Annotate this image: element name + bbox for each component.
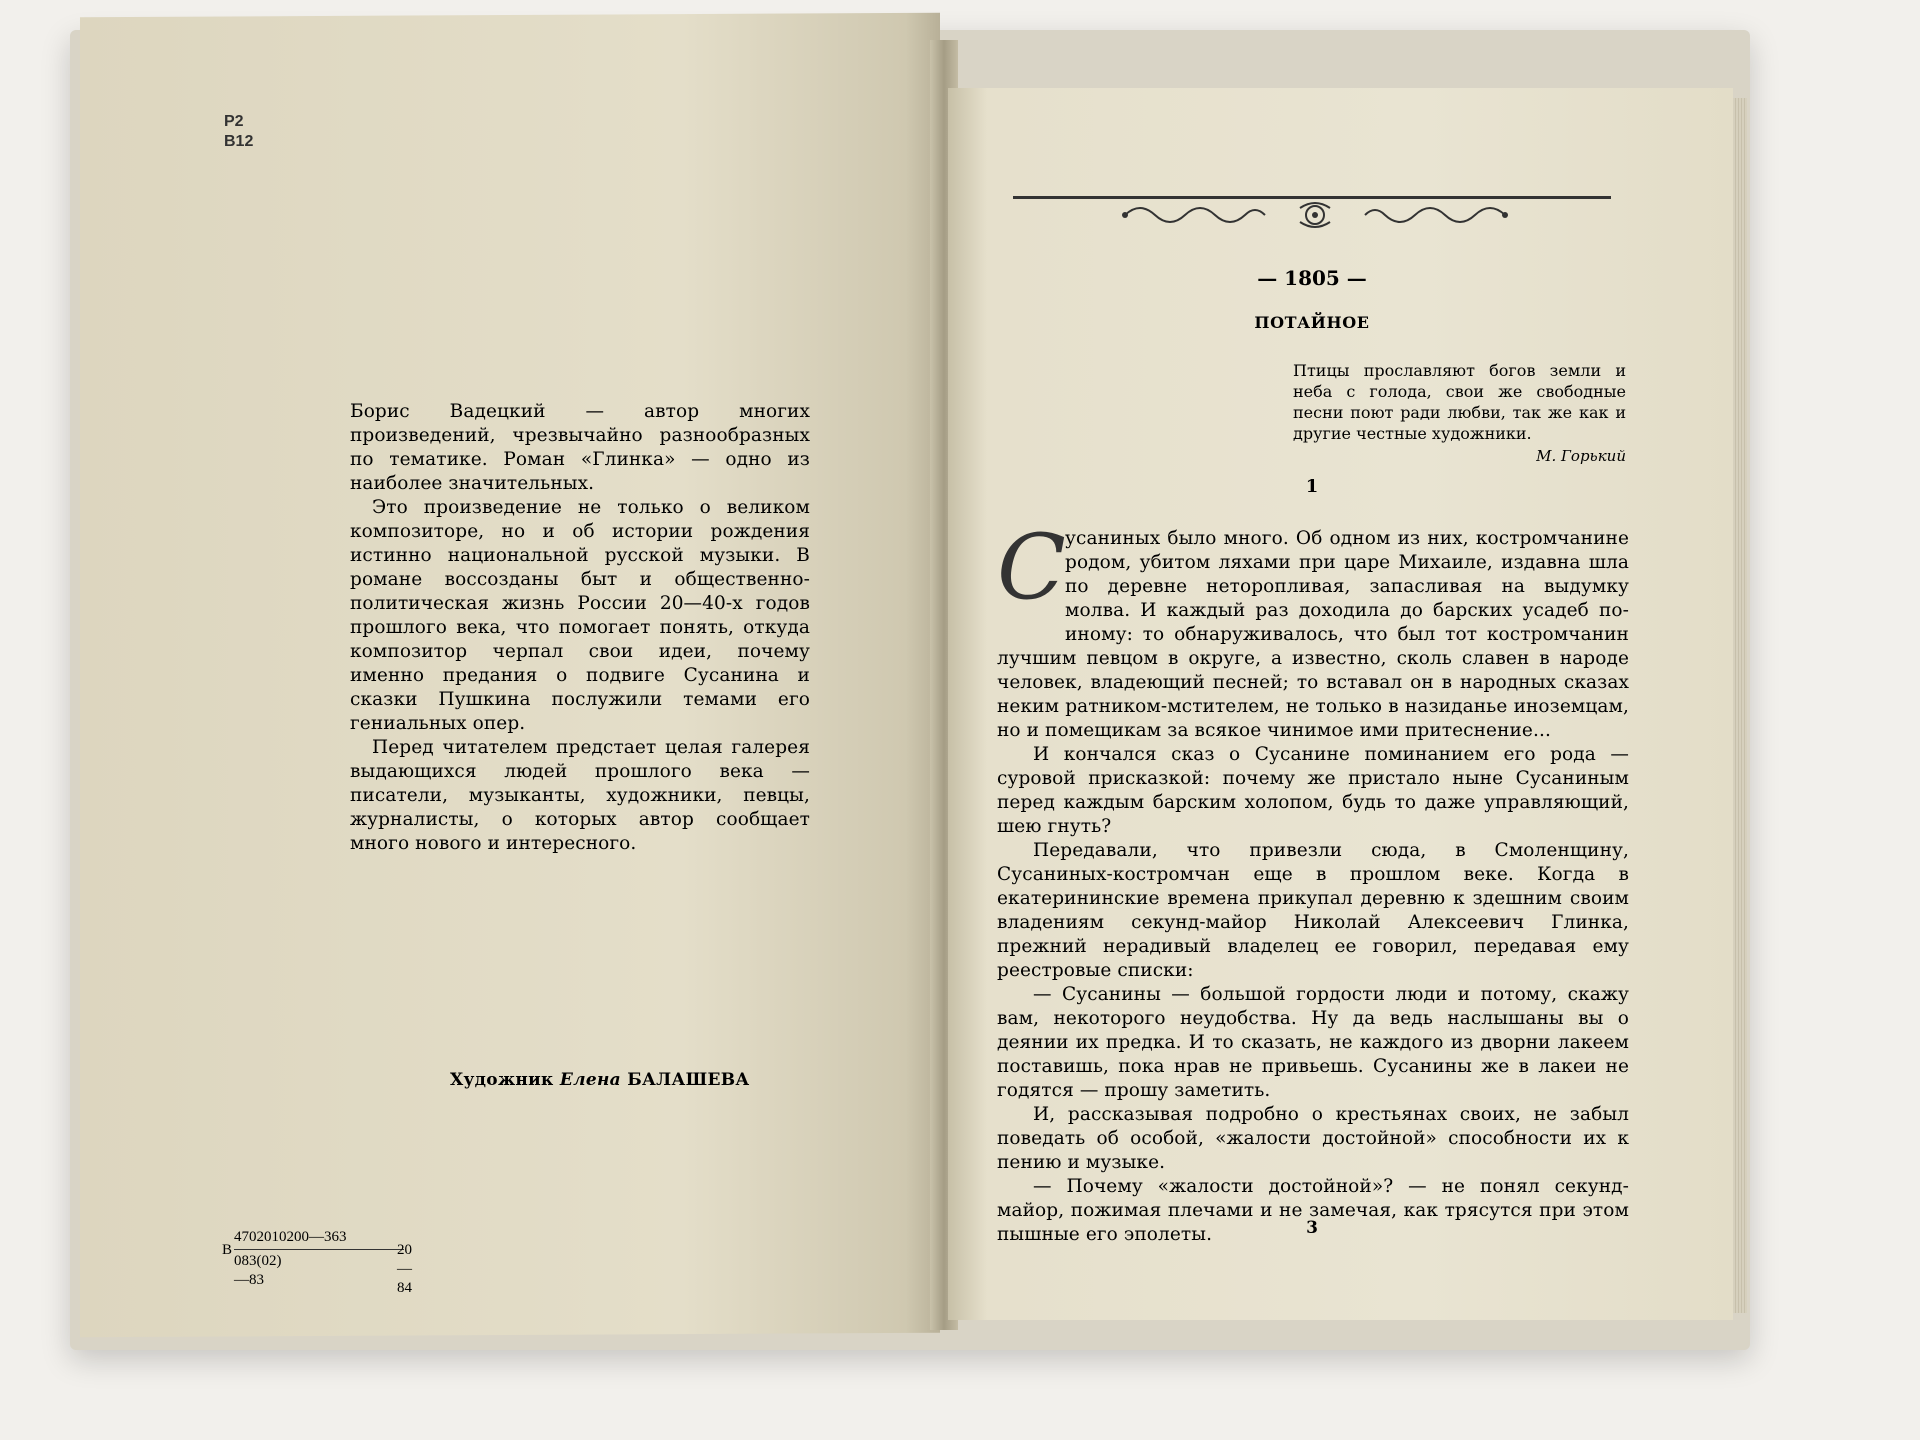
classification-line: Р2 (224, 113, 244, 130)
section-number: 1 (1305, 476, 1319, 497)
chapter-year: — 1805 — (1257, 266, 1367, 290)
epigraph: Птицы прославляют богов земли и неба с голода, свои же свободные песни поют ради любви, так же как и другие честные художники. (1293, 361, 1626, 443)
annotation-paragraph: Это произведение не только о великом композиторе, но и об истории рождения истинно национальной русской музыки. В романе воссозданы быт и общественно-политическая жизнь России 20—40-х годов прошлого века, что помогает понять, откуда композитор черпал свои идеи, почему именно предания о подвиге Сусанина и сказки Пушкина послужили темами его гениальных опер. (350, 497, 810, 734)
chapter-title: ПОТАЙНОЕ (1254, 313, 1370, 332)
body-paragraph-text: усаниных было много. Об одном из них, костромчанине родом, убитом ляхами при царе Михаиле, издавна шла по деревне неторопливая, запасливая на выдумку молва. И каждый раз доходила до барских усадеб по-иному: то обнаруживалось, что был тот костромчанин лучшим певцом в округе, а известно, сколь славен в народе человек, владеющий песней; то вставал он в народных сказах неким ратником-мстителем, не только в назиданье иноземцам, но и помещикам за всякое чинимое ими притеснение... (997, 528, 1629, 741)
bbk-fraction-bar (234, 1249, 404, 1250)
artist-first-name: Елена (559, 1070, 621, 1090)
body-paragraph: И кончался сказ о Сусанине поминанием его рода — суровой присказкой: почему же пристало ныне Сусаниным перед каждым барским холопом, будь то даже управляющий, шею гнуть? (997, 744, 1629, 837)
bbk-numerator: 4702010200—363 (234, 1229, 347, 1245)
artist-surname: БАЛАШЕВА (627, 1070, 750, 1090)
page-edges (1733, 98, 1747, 1313)
bbk-tail: 20—84 (397, 1242, 412, 1296)
body-paragraph: — Почему «жалости достойной»? — не понял секунд-майор, пожимая плечами и не замечая, как трясутся при этом пышные его эполеты. (997, 1176, 1629, 1245)
book-annotation (350, 400, 810, 856)
chapter-body (997, 515, 1629, 1247)
header-rule (1013, 196, 1611, 199)
bbk-letter: В (222, 1242, 233, 1258)
annotation-paragraph: Перед читателем предстает целая галерея выдающихся людей прошлого века — писатели, музыканты, художники, певцы, журналисты, о которых автор сообщает много нового и интересного. (350, 737, 810, 854)
body-paragraph: — Сусанины — большой гордости люди и потому, скажу вам, некоторого неудобства. Ну да ведь наслышаны вы о деянии их предка. И то сказать, не каждого из дворни лакеем поставишь, пока нрав не привьешь. Сусанины же в лакеи не годятся — прошу заметить. (997, 984, 1629, 1101)
drop-cap: С (997, 515, 1066, 620)
artist-prefix: Художник (450, 1070, 554, 1090)
classification-code (224, 112, 253, 152)
classification-line: В12 (224, 133, 254, 150)
page-number: 3 (1306, 1218, 1318, 1238)
artist-credit (450, 1070, 750, 1090)
body-paragraph: И, рассказывая подробно о крестьянах своих, не забыл поведать об особой, «жалости достойной» способности их к пению и музыке. (997, 1104, 1629, 1173)
body-paragraph (997, 515, 1629, 743)
annotation-paragraph: Борис Вадецкий — автор многих произведений, чрезвычайно разнообразных по тематике. Роман «Глинка» — одно из наиболее значительных. (350, 401, 810, 494)
body-paragraph: Передавали, что привезли сюда, в Смоленщину, Сусаниных-костромчан еще в прошлом веке. Когда в екатерининские времена прикупал деревню к здешним своим владениям секунд-майор Николай Алексеевич Глинка, прежний нерадивый владелец ее говорил, передавая ему реестровые списки: (997, 840, 1629, 981)
epigraph-author: М. Горький (1536, 447, 1626, 465)
ornament-icon (1115, 200, 1515, 230)
bbk-denominator: 083(02)—83 (234, 1253, 282, 1288)
